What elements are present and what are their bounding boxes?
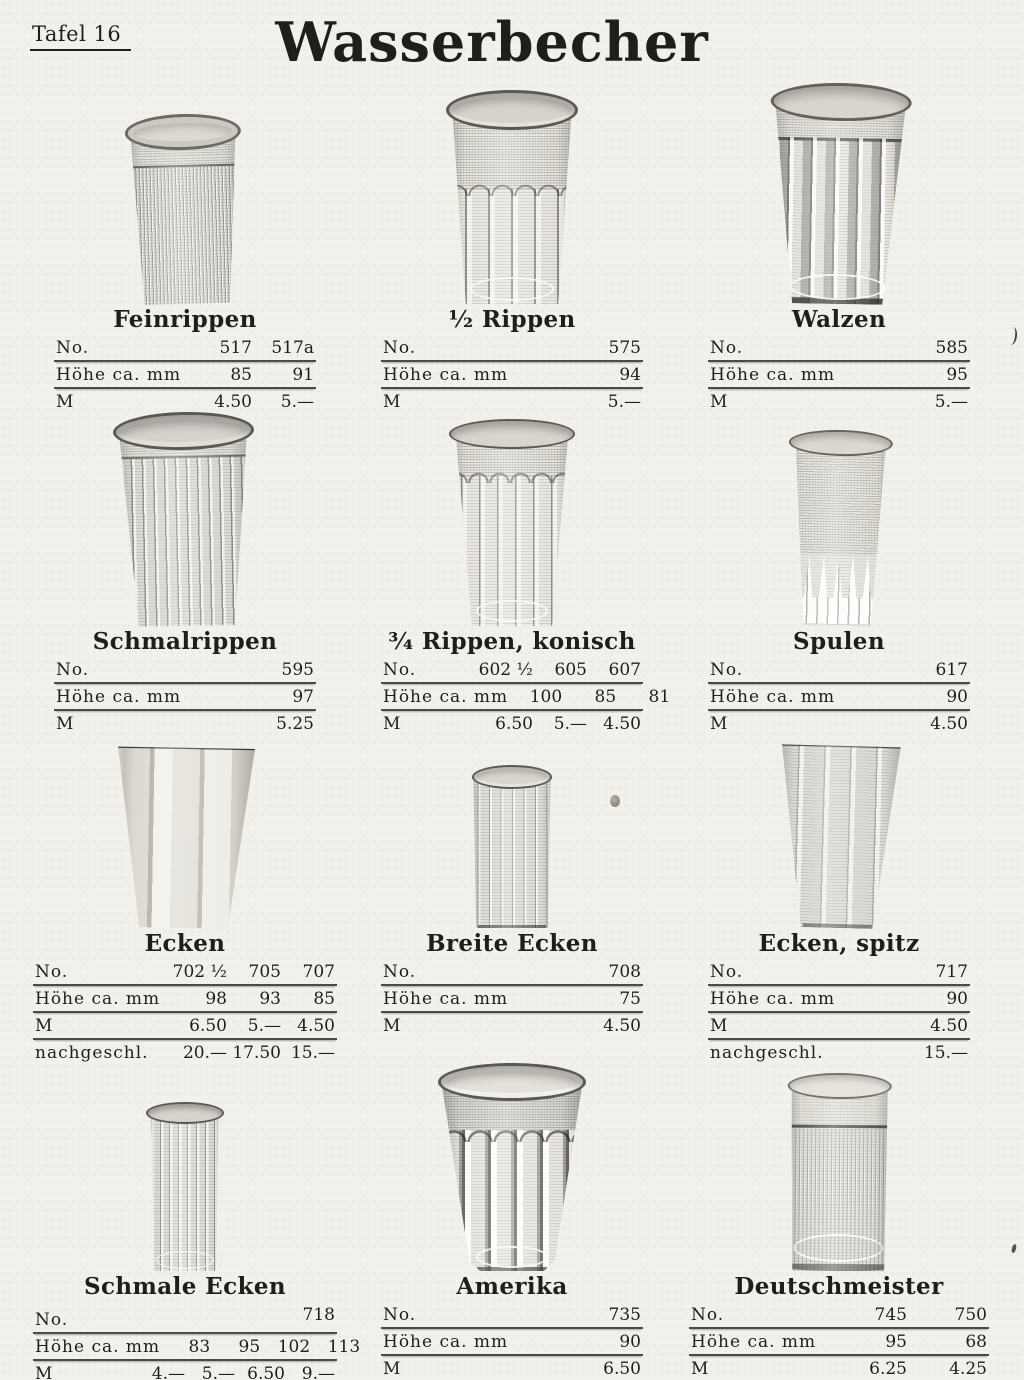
spec-label: Höhe ca. mm: [383, 988, 509, 1009]
spec-value: 85: [594, 686, 617, 707]
spec-row-no: [381, 959, 643, 986]
spec-row-no: [54, 657, 316, 684]
glass-cup: [466, 772, 558, 928]
spec-value: 85: [313, 988, 335, 1009]
glass-cup: [108, 422, 262, 627]
spec-value: 6.50: [189, 1015, 227, 1036]
spec-row-hoehe: [708, 986, 970, 1013]
spec-value: 4.50: [214, 391, 252, 412]
spec-value: 90: [946, 988, 968, 1009]
spec-label: M: [383, 1015, 402, 1036]
spec-label: M: [691, 1358, 710, 1379]
glass-scallops: [445, 182, 579, 196]
spec-value: 6.50: [495, 713, 533, 734]
glass-rim: [438, 1063, 587, 1101]
spec-value: 15.—: [923, 1042, 968, 1063]
spec-value: 15.—: [290, 1042, 335, 1063]
spec-label: M: [56, 391, 75, 412]
glass-figure: [26, 1073, 344, 1271]
spec-value: 602 ¹⁄₂: [478, 659, 533, 680]
product-name: Breite Ecken: [426, 930, 598, 957]
spec-value: 6.50: [247, 1363, 285, 1380]
spec-value: 20.—: [182, 1042, 227, 1063]
spec-row-no: [381, 335, 643, 362]
glass-cup: [142, 1109, 228, 1271]
product-name: Schmale Ecken: [84, 1273, 286, 1300]
spec-row-no: [33, 959, 337, 986]
spec-label: M: [710, 713, 729, 734]
glass-figure: [26, 422, 344, 626]
spec-label: No.: [383, 961, 417, 982]
spec-table: [708, 657, 970, 736]
spec-row-no: [708, 335, 970, 362]
spec-value: 95: [885, 1331, 907, 1352]
spec-label: No.: [35, 961, 69, 982]
spec-row-hoehe: [33, 986, 337, 1013]
spec-label: Höhe ca. mm: [710, 988, 836, 1009]
spec-row-hoehe: [381, 1329, 643, 1356]
glass-cup: [768, 742, 911, 930]
spec-label: No.: [383, 337, 417, 358]
spec-row-m: [381, 1013, 643, 1038]
scan-mark: [1011, 1244, 1017, 1254]
spec-value: 4.50: [603, 1015, 641, 1036]
spec-value: 5.—: [280, 391, 314, 412]
product-card: [680, 86, 998, 414]
product-name: ³⁄₄ Rippen, konisch: [388, 628, 636, 655]
glass-figure: [680, 1073, 998, 1271]
product-card: [344, 744, 680, 1065]
spec-table: [381, 335, 643, 414]
spec-label: M: [56, 713, 75, 734]
glass-cup: [436, 1075, 588, 1271]
spec-value: 102: [277, 1336, 311, 1357]
product-name: Amerika: [456, 1273, 568, 1300]
spec-label: nachgeschl.: [35, 1042, 149, 1063]
spec-row-no: [708, 657, 970, 684]
spec-value: 6.50: [603, 1358, 641, 1379]
page-title: Wasserbecher: [275, 10, 709, 74]
spec-row-no: [33, 1302, 337, 1334]
product-card: [680, 1073, 998, 1380]
spec-value: [135, 1305, 185, 1325]
spec-value: 617: [935, 659, 968, 680]
spec-value: 517: [219, 337, 252, 358]
glass-body: [107, 745, 262, 930]
glass-arches: [441, 1126, 584, 1142]
spec-row-hoehe: [33, 1334, 361, 1361]
spec-row-m: [33, 1013, 337, 1040]
spec-table: [381, 959, 643, 1038]
spec-label: nachgeschl.: [710, 1042, 824, 1063]
glass-illustration-ecken: [107, 745, 262, 930]
spec-label: No.: [383, 659, 417, 680]
glass-illustration-feinrippen: [120, 122, 251, 305]
spec-value: 517a: [271, 337, 314, 358]
spec-label: Höhe ca. mm: [35, 988, 161, 1009]
spec-label: M: [383, 713, 402, 734]
spec-row-hoehe: [54, 362, 316, 389]
spec-row-nachgeschl: [708, 1040, 970, 1065]
glass-body: [121, 166, 251, 306]
spec-row-no: [381, 657, 643, 684]
product-card: [344, 422, 680, 736]
spec-value: 5.—: [934, 391, 968, 412]
spec-label: M: [383, 391, 402, 412]
spec-value: 81: [648, 686, 671, 707]
spec-value: 68: [965, 1331, 987, 1352]
catalog-row: [26, 422, 998, 736]
spec-label: No.: [35, 1309, 69, 1330]
glass-illustration-halbrippen: [442, 102, 582, 304]
spec-label: No.: [56, 659, 90, 680]
spec-value: 707: [302, 961, 335, 982]
spec-row-m: [54, 389, 316, 414]
glass-illustration-breite-ecken: [466, 772, 558, 928]
spec-value: 718: [302, 1304, 335, 1325]
glass-scallops: [447, 470, 577, 483]
spec-table: [381, 657, 671, 736]
spec-label: Höhe ca. mm: [35, 1336, 161, 1357]
spec-label: No.: [691, 1304, 725, 1325]
spec-row-m: [689, 1356, 989, 1380]
spec-label: No.: [710, 659, 744, 680]
spec-label: Höhe ca. mm: [56, 364, 182, 385]
spec-value: 605: [554, 659, 587, 680]
glass-cup: [107, 745, 262, 930]
spec-value: 717: [935, 961, 968, 982]
glass-body: [768, 742, 911, 930]
spec-row-hoehe: [708, 684, 970, 711]
spec-value: 708: [608, 961, 641, 982]
spec-row-no: [689, 1302, 989, 1329]
product-name: Schmalrippen: [92, 628, 278, 655]
spec-value: 97: [292, 686, 314, 707]
spec-label: M: [35, 1015, 54, 1036]
glass-figure: [680, 422, 998, 626]
spec-row-m: [381, 1356, 643, 1380]
spec-value: 607: [608, 659, 641, 680]
spec-value: 4.50: [297, 1015, 335, 1036]
spec-value: 4.50: [603, 713, 641, 734]
glass-cup: [443, 428, 581, 626]
spec-value: 575: [608, 337, 641, 358]
spec-value: 595: [281, 659, 314, 680]
glass-baseline: [802, 923, 871, 929]
product-card: [344, 86, 680, 414]
spec-value: 5.25: [276, 713, 314, 734]
spec-value: 4.50: [930, 713, 968, 734]
spec-value: 735: [608, 1304, 641, 1325]
spec-value: 750: [954, 1304, 987, 1325]
glass-rim: [146, 1102, 223, 1124]
catalog-row: [26, 744, 998, 1065]
spec-value: 95: [946, 364, 968, 385]
spec-row-hoehe: [689, 1329, 989, 1356]
glass-illustration-schmalrippen: [108, 422, 262, 627]
glass-figure: [680, 86, 998, 304]
spec-table: [33, 1302, 361, 1380]
spec-row-m: [381, 711, 643, 736]
glass-body: [109, 457, 262, 628]
glass-figure: [344, 86, 680, 304]
spec-row-hoehe: [54, 684, 316, 711]
glass-illustration-schmale-ecken: [142, 1109, 228, 1271]
spec-label: M: [35, 1363, 54, 1380]
spec-label: Höhe ca. mm: [710, 686, 836, 707]
glass-illustration-deutschmeister: [782, 1081, 896, 1272]
spec-label: No.: [710, 961, 744, 982]
spec-value: [185, 1305, 235, 1325]
glass-cup: [779, 437, 899, 627]
ink-spot: [610, 795, 620, 807]
spec-value: 113: [327, 1336, 361, 1357]
catalog-row: [26, 86, 998, 414]
spec-value: 705: [248, 961, 281, 982]
glass-baseline: [478, 925, 546, 928]
product-name: Walzen: [791, 306, 887, 333]
spec-value: 9.—: [301, 1363, 335, 1380]
product-name: Deutschmeister: [734, 1273, 944, 1300]
glass-figure: [344, 1073, 680, 1271]
spec-row-no: [54, 335, 316, 362]
spec-value: 98: [205, 988, 227, 1009]
product-card: [680, 422, 998, 736]
spec-value: 93: [259, 988, 281, 1009]
spec-table: [54, 335, 316, 414]
product-card: [26, 86, 344, 414]
spec-label: M: [383, 1358, 402, 1379]
glass-footring: [476, 1246, 549, 1268]
spec-table: [708, 335, 970, 414]
spec-label: No.: [383, 1304, 417, 1325]
glass-cup: [782, 1081, 896, 1272]
glass-figure: [344, 744, 680, 928]
spec-table: [33, 959, 337, 1065]
spec-label: M: [710, 1015, 729, 1036]
spec-row-no: [708, 959, 970, 986]
spec-value: 4.50: [930, 1015, 968, 1036]
spec-row-m: [708, 1013, 970, 1040]
spec-label: Höhe ca. mm: [383, 1331, 509, 1352]
product-card: [26, 1073, 361, 1380]
scan-mark: [1006, 326, 1018, 345]
spec-label: Höhe ca. mm: [56, 686, 182, 707]
spec-label: No.: [56, 337, 90, 358]
catalog-row: [26, 1073, 998, 1380]
spec-label: Höhe ca. mm: [710, 364, 836, 385]
glass-rim: [446, 90, 578, 130]
glass-innerbase: [793, 1233, 883, 1262]
spec-value: 4.—: [151, 1363, 185, 1380]
spec-row-m: [381, 389, 643, 414]
glass-illustration-spulen: [779, 437, 899, 627]
glass-rim: [472, 765, 553, 789]
spec-value: 90: [946, 686, 968, 707]
spec-label: Höhe ca. mm: [383, 364, 509, 385]
spec-table: [54, 657, 316, 736]
glass-footring: [470, 277, 554, 301]
glass-illustration-walzen: [762, 93, 916, 306]
spec-row-hoehe: [708, 362, 970, 389]
spec-label: M: [710, 391, 729, 412]
spec-row-hoehe: [381, 362, 643, 389]
spec-value: 5.—: [247, 1015, 281, 1036]
glass-illustration-amerika: [436, 1075, 588, 1271]
glass-footring: [476, 600, 548, 622]
spec-value: 100: [529, 686, 563, 707]
glass-rim: [449, 419, 576, 449]
plate-label: Tafel 16: [30, 22, 131, 51]
spec-label: No.: [710, 337, 744, 358]
spec-value: 75: [619, 988, 641, 1009]
spec-row-no: [381, 1302, 643, 1329]
spec-value: 17.50: [232, 1042, 281, 1063]
spec-value: 5.—: [607, 391, 641, 412]
spec-value: [235, 1305, 285, 1325]
spec-table: [689, 1302, 989, 1380]
spec-value: 90: [619, 1331, 641, 1352]
glass-figure: [344, 422, 680, 626]
spec-row-hoehe: [381, 986, 643, 1013]
catalog-grid: [26, 86, 998, 1380]
spec-row-hoehe: [381, 684, 671, 711]
product-card: [26, 744, 344, 1065]
product-name: ¹⁄₂ Rippen: [448, 306, 576, 333]
spec-row-m: [708, 389, 970, 414]
glass-cup: [442, 102, 582, 304]
glass-figure: [26, 86, 344, 304]
glass-illustration-dreiviertelrippen: [443, 428, 581, 626]
product-name: Ecken: [144, 930, 226, 957]
spec-value: 6.25: [869, 1358, 907, 1379]
product-name: Ecken, spitz: [758, 930, 920, 957]
product-card: [344, 1073, 680, 1380]
spec-row-m: [33, 1361, 337, 1380]
glass-figure: [26, 744, 344, 928]
glass-body: [142, 1109, 228, 1271]
glass-illustration-ecken-spitz: [768, 742, 911, 930]
spec-label: Höhe ca. mm: [383, 686, 509, 707]
glass-body: [466, 772, 558, 928]
spec-row-m: [708, 711, 970, 736]
product-name: Feinrippen: [113, 306, 257, 333]
spec-label: Höhe ca. mm: [691, 1331, 817, 1352]
spec-table: [708, 959, 970, 1065]
spec-table: [381, 1302, 643, 1380]
spec-row-m: [54, 711, 316, 736]
spec-value: 745: [874, 1304, 907, 1325]
spec-value: 85: [230, 364, 252, 385]
spec-value: 91: [292, 364, 314, 385]
spec-value: 5.—: [553, 713, 587, 734]
product-card: [26, 422, 344, 736]
spec-value: 5.—: [201, 1363, 235, 1380]
spec-value: 702 ¹⁄₂: [172, 961, 227, 982]
glass-figure: [680, 744, 998, 928]
spec-value: 94: [619, 364, 641, 385]
spec-value: 585: [935, 337, 968, 358]
product-name: Spulen: [793, 628, 885, 655]
spec-value: 95: [238, 1336, 261, 1357]
spec-row-nachgeschl: [33, 1040, 337, 1065]
glass-footring: [156, 1251, 215, 1269]
spec-value: 83: [188, 1336, 211, 1357]
spec-value: 4.25: [949, 1358, 987, 1379]
product-card: [680, 744, 998, 1065]
